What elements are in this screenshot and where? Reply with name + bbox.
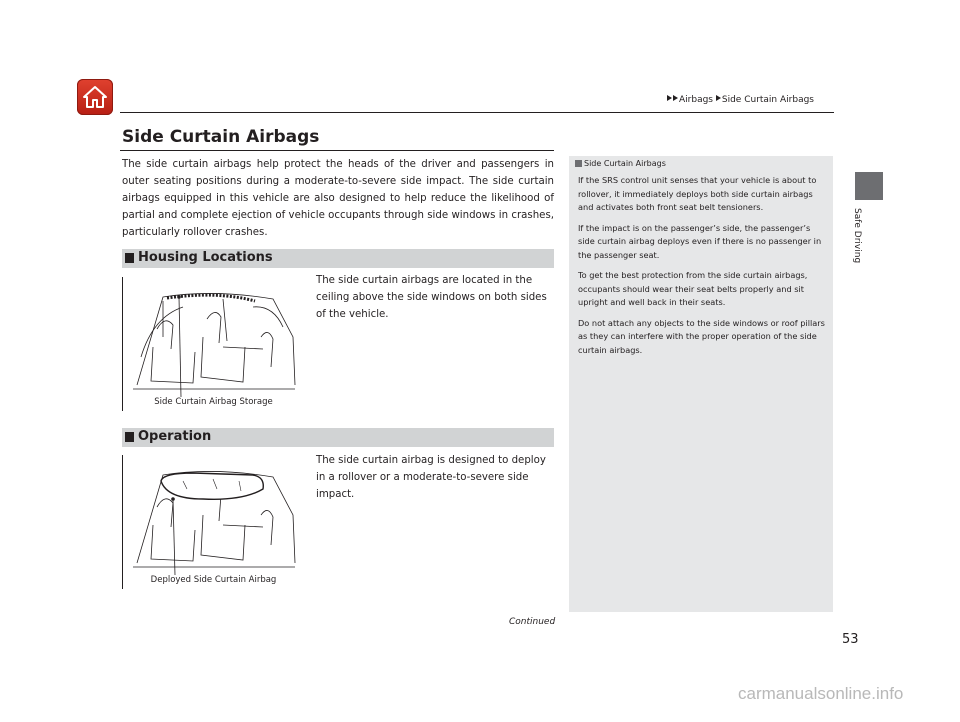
car-interior-deployed-illustration xyxy=(123,455,304,589)
continued-label: Continued xyxy=(509,617,556,627)
page-title: Side Curtain Airbags xyxy=(122,127,320,147)
intro-paragraph: The side curtain airbags help protect the heads of the driver and passengers in outer seating positions during a moderate-to-severe side impact. The side curtain airbags equipped in this vehicle are also designed to help reduce the likelihood of partial and complete ejection of vehicle occupants through side windows in crashes, particularly rollover crashes. xyxy=(122,159,554,238)
section-tab-label-wrap xyxy=(842,208,882,278)
section-paragraph: The side curtain airbags are located in the ceiling above the side windows on both sides of the vehicle. xyxy=(316,275,547,320)
section-header-housing-locations xyxy=(122,249,554,268)
note-marker-icon xyxy=(575,160,582,167)
section-paragraph: The side curtain airbag is designed to deploy in a rollover or a moderate-to-severe side impact. xyxy=(316,455,546,500)
side-note-body xyxy=(578,174,826,364)
section-heading: Housing Locations xyxy=(138,250,273,265)
breadcrumb xyxy=(667,95,814,105)
arrow-right-icon xyxy=(716,95,721,101)
title-divider xyxy=(120,150,554,151)
side-note-paragraph: If the impact is on the passenger’s side, the passenger’s side curtain airbag deploys even if there is no passenger in the passenger seat. xyxy=(578,222,822,260)
section-heading: Operation xyxy=(138,429,212,444)
square-bullet-icon xyxy=(125,253,134,263)
section-tab-label: Safe Driving xyxy=(852,208,862,264)
section-header-operation xyxy=(122,428,554,447)
side-note-paragraph: If the SRS control unit senses that your vehicle is about to rollover, it immediately deploys both side curtain airbags and activates both front seat belt tensioners. xyxy=(578,175,817,212)
breadcrumb-item-airbags[interactable]: Airbags xyxy=(679,95,713,105)
square-bullet-icon xyxy=(125,432,134,442)
figure-deployed-airbag xyxy=(122,455,304,589)
side-note-title-text: Side Curtain Airbags xyxy=(584,159,666,168)
figure-airbag-storage xyxy=(122,277,304,411)
watermark: carmanualsonline.info xyxy=(738,684,904,703)
home-icon xyxy=(82,84,108,110)
figure-caption: Deployed Side Curtain Airbag xyxy=(150,575,277,585)
side-note-title xyxy=(575,159,666,168)
side-note-paragraph: Do not attach any objects to the side windows or roof pillars as they can interfere with the proper operation of the side curtain airbags. xyxy=(578,317,825,355)
arrow-right-icon xyxy=(667,95,672,101)
arrow-right-icon xyxy=(673,95,678,101)
figure-caption: Side Curtain Airbag Storage xyxy=(154,397,273,407)
car-interior-illustration xyxy=(123,277,304,411)
section-tab[interactable] xyxy=(855,172,883,200)
header-divider xyxy=(120,112,834,113)
home-button[interactable] xyxy=(77,79,113,115)
side-note-paragraph: To get the best protection from the side curtain airbags, occupants should wear their seat belts properly and sit upright and well back in their seats. xyxy=(578,270,808,307)
breadcrumb-item-side-curtain-airbags[interactable]: Side Curtain Airbags xyxy=(721,95,814,105)
page-number: 53 xyxy=(842,632,859,647)
